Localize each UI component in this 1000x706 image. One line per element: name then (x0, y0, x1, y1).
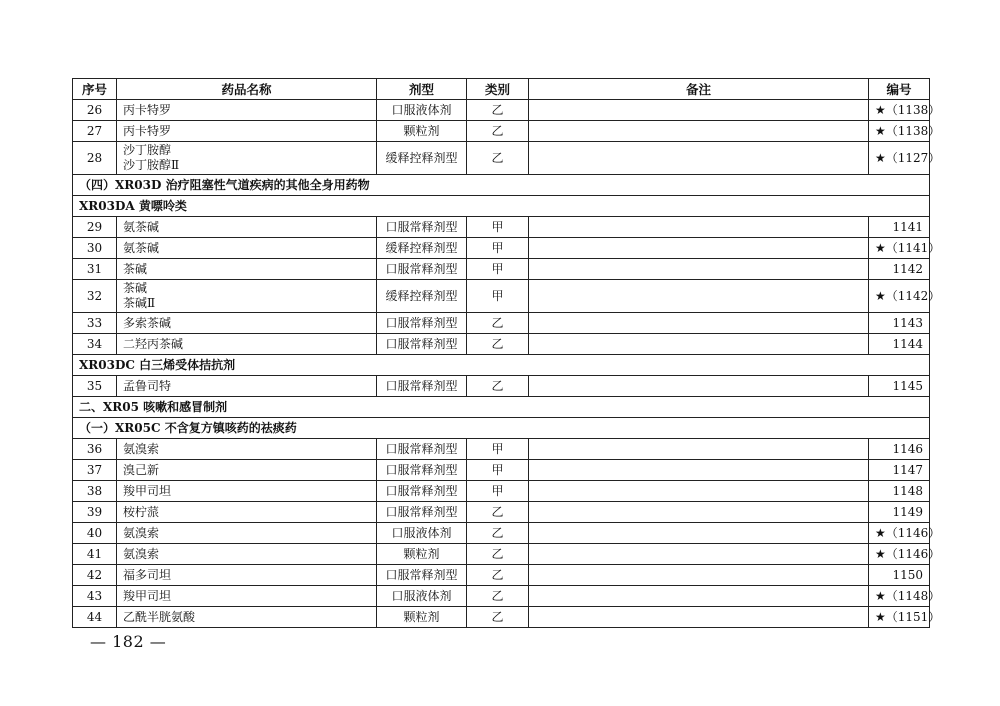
category-cell: 甲 (467, 238, 529, 259)
dosage-form-cell: 口服常释剂型 (377, 313, 467, 334)
code-cell: 1148 (869, 481, 930, 502)
table-row (73, 259, 930, 280)
remarks-cell (529, 334, 869, 355)
code-cell: ★（1138） (869, 100, 930, 121)
category-cell: 甲 (467, 460, 529, 481)
serial-cell: 40 (73, 523, 117, 544)
category-cell: 甲 (467, 280, 529, 313)
code-cell: ★（1146） (869, 523, 930, 544)
drug-name-cell (117, 544, 377, 565)
drug-name-cell (117, 100, 377, 121)
drug-name-cell (117, 259, 377, 280)
remarks-cell (529, 565, 869, 586)
serial-cell: 33 (73, 313, 117, 334)
table-row (73, 502, 930, 523)
code-cell: 1142 (869, 259, 930, 280)
serial-cell: 31 (73, 259, 117, 280)
remarks-cell (529, 238, 869, 259)
serial-cell: 34 (73, 334, 117, 355)
category-cell: 甲 (467, 259, 529, 280)
code-cell: ★（1146） (869, 544, 930, 565)
serial-cell: 32 (73, 280, 117, 313)
category-cell: 甲 (467, 217, 529, 238)
drug-name: 乙酰半胱氨酸 (123, 609, 196, 624)
serial-cell: 42 (73, 565, 117, 586)
section-heading: XR03DA 黄嘌呤类 (73, 196, 930, 217)
category-cell: 乙 (467, 565, 529, 586)
table-row (73, 217, 930, 238)
drug-name: 桉柠蒎 (123, 504, 160, 519)
serial-cell: 35 (73, 376, 117, 397)
header-category: 类别 (467, 79, 529, 100)
drug-name: 茶碱 (123, 281, 148, 295)
category-cell: 乙 (467, 523, 529, 544)
drug-name-cell (117, 121, 377, 142)
remarks-cell (529, 460, 869, 481)
category-cell: 甲 (467, 439, 529, 460)
table-row (73, 238, 930, 259)
category-cell: 乙 (467, 142, 529, 175)
category-cell: 乙 (467, 121, 529, 142)
drug-name-cell (117, 334, 377, 355)
serial-cell: 41 (73, 544, 117, 565)
drug-name: 羧甲司坦 (123, 483, 172, 498)
dosage-form-cell: 口服液体剂 (377, 586, 467, 607)
remarks-cell (529, 607, 869, 628)
header-serial: 序号 (73, 79, 117, 100)
dosage-form-cell: 颗粒剂 (377, 121, 467, 142)
remarks-cell (529, 523, 869, 544)
category-cell: 乙 (467, 586, 529, 607)
table-row (73, 607, 930, 628)
drug-name: 福多司坦 (123, 567, 172, 582)
dosage-form-cell: 口服常释剂型 (377, 565, 467, 586)
section-heading: （四）XR03D 治疗阻塞性气道疾病的其他全身用药物 (73, 175, 930, 196)
header-code: 编号 (869, 79, 930, 100)
code-cell: ★（1148） (869, 586, 930, 607)
serial-cell: 38 (73, 481, 117, 502)
drug-name-cell (117, 280, 377, 313)
drug-name: 氨溴索 (123, 525, 160, 540)
category-cell: 乙 (467, 313, 529, 334)
header-dosage-form: 剂型 (377, 79, 467, 100)
remarks-cell (529, 439, 869, 460)
code-cell: ★（1151） (869, 607, 930, 628)
table-row (73, 334, 930, 355)
drug-name-cell (117, 460, 377, 481)
table-row (73, 142, 930, 175)
drug-name: 沙丁胺醇Ⅱ (123, 158, 180, 172)
dosage-form-cell: 颗粒剂 (377, 544, 467, 565)
serial-cell: 28 (73, 142, 117, 175)
dosage-form-cell: 口服常释剂型 (377, 481, 467, 502)
drug-name: 孟鲁司特 (123, 378, 172, 393)
drug-name-cell (117, 238, 377, 259)
page-number: — 182 — (90, 632, 167, 651)
code-cell: 1150 (869, 565, 930, 586)
drug-name: 二羟丙茶碱 (123, 336, 184, 351)
remarks-cell (529, 313, 869, 334)
serial-cell: 39 (73, 502, 117, 523)
table-row (73, 100, 930, 121)
table-row (73, 280, 930, 313)
remarks-cell (529, 142, 869, 175)
table-row (73, 121, 930, 142)
dosage-form-cell: 口服液体剂 (377, 100, 467, 121)
code-cell: 1149 (869, 502, 930, 523)
serial-cell: 43 (73, 586, 117, 607)
code-cell: ★（1142） (869, 280, 930, 313)
dosage-form-cell: 口服液体剂 (377, 523, 467, 544)
drug-name-cell (117, 607, 377, 628)
section-heading-row (73, 175, 930, 196)
dosage-form-cell: 口服常释剂型 (377, 376, 467, 397)
section-heading-row (73, 355, 930, 376)
dosage-form-cell: 口服常释剂型 (377, 217, 467, 238)
drug-name: 茶碱Ⅱ (123, 296, 156, 310)
remarks-cell (529, 586, 869, 607)
dosage-form-cell: 缓释控释剂型 (377, 238, 467, 259)
drug-name: 羧甲司坦 (123, 588, 172, 603)
code-cell: ★（1141） (869, 238, 930, 259)
table-header-row (73, 79, 930, 100)
drug-name: 溴己新 (123, 462, 160, 477)
serial-cell: 26 (73, 100, 117, 121)
drug-name: 丙卡特罗 (123, 123, 172, 138)
drug-name-cell (117, 217, 377, 238)
serial-cell: 29 (73, 217, 117, 238)
drug-name-cell (117, 481, 377, 502)
table-body (73, 100, 941, 628)
remarks-cell (529, 502, 869, 523)
remarks-cell (529, 280, 869, 313)
remarks-cell (529, 100, 869, 121)
category-cell: 乙 (467, 607, 529, 628)
category-cell: 甲 (467, 481, 529, 502)
code-cell: 1144 (869, 334, 930, 355)
drug-name: 丙卡特罗 (123, 102, 172, 117)
drug-name-cell (117, 502, 377, 523)
drug-name-cell (117, 313, 377, 334)
dosage-form-cell: 缓释控释剂型 (377, 142, 467, 175)
drug-name-cell (117, 142, 377, 175)
section-heading-row (73, 418, 930, 439)
dosage-form-cell: 缓释控释剂型 (377, 280, 467, 313)
drug-list-table (72, 78, 941, 628)
table-row (73, 376, 930, 397)
drug-name: 多索茶碱 (123, 315, 172, 330)
serial-cell: 30 (73, 238, 117, 259)
dosage-form-cell: 口服常释剂型 (377, 460, 467, 481)
drug-name: 氨茶碱 (123, 219, 160, 234)
category-cell: 乙 (467, 376, 529, 397)
remarks-cell (529, 121, 869, 142)
category-cell: 乙 (467, 544, 529, 565)
remarks-cell (529, 544, 869, 565)
table-row (73, 544, 930, 565)
drug-name-cell (117, 376, 377, 397)
code-cell: 1145 (869, 376, 930, 397)
code-cell: ★（1127） (869, 142, 930, 175)
code-cell: ★（1138） (869, 121, 930, 142)
code-cell: 1143 (869, 313, 930, 334)
drug-name-cell (117, 523, 377, 544)
header-drug-name: 药品名称 (117, 79, 377, 100)
code-cell: 1146 (869, 439, 930, 460)
serial-cell: 44 (73, 607, 117, 628)
table-row (73, 313, 930, 334)
header-remarks: 备注 (529, 79, 869, 100)
section-heading: XR03DC 白三烯受体拮抗剂 (73, 355, 930, 376)
code-cell: 1147 (869, 460, 930, 481)
table-row (73, 481, 930, 502)
drug-name: 氨茶碱 (123, 240, 160, 255)
code-cell: 1141 (869, 217, 930, 238)
section-heading: （一）XR05C 不含复方镇咳药的祛痰药 (73, 418, 930, 439)
section-heading: 二、XR05 咳嗽和感冒制剂 (73, 397, 930, 418)
section-heading-row (73, 196, 930, 217)
drug-name-cell (117, 565, 377, 586)
remarks-cell (529, 259, 869, 280)
serial-cell: 36 (73, 439, 117, 460)
remarks-cell (529, 376, 869, 397)
dosage-form-cell: 口服常释剂型 (377, 334, 467, 355)
table-row (73, 586, 930, 607)
dosage-form-cell: 口服常释剂型 (377, 439, 467, 460)
table-row (73, 439, 930, 460)
drug-name: 氨溴索 (123, 441, 160, 456)
remarks-cell (529, 217, 869, 238)
table-row (73, 523, 930, 544)
drug-name-cell (117, 586, 377, 607)
drug-name: 茶碱 (123, 261, 148, 276)
dosage-form-cell: 颗粒剂 (377, 607, 467, 628)
table-row (73, 565, 930, 586)
category-cell: 乙 (467, 334, 529, 355)
drug-name: 氨溴索 (123, 546, 160, 561)
dosage-form-cell: 口服常释剂型 (377, 502, 467, 523)
serial-cell: 27 (73, 121, 117, 142)
section-heading-row (73, 397, 930, 418)
dosage-form-cell: 口服常释剂型 (377, 259, 467, 280)
drug-name: 沙丁胺醇 (123, 143, 172, 157)
remarks-cell (529, 481, 869, 502)
serial-cell: 37 (73, 460, 117, 481)
category-cell: 乙 (467, 100, 529, 121)
drug-name-cell (117, 439, 377, 460)
table-row (73, 460, 930, 481)
category-cell: 乙 (467, 502, 529, 523)
